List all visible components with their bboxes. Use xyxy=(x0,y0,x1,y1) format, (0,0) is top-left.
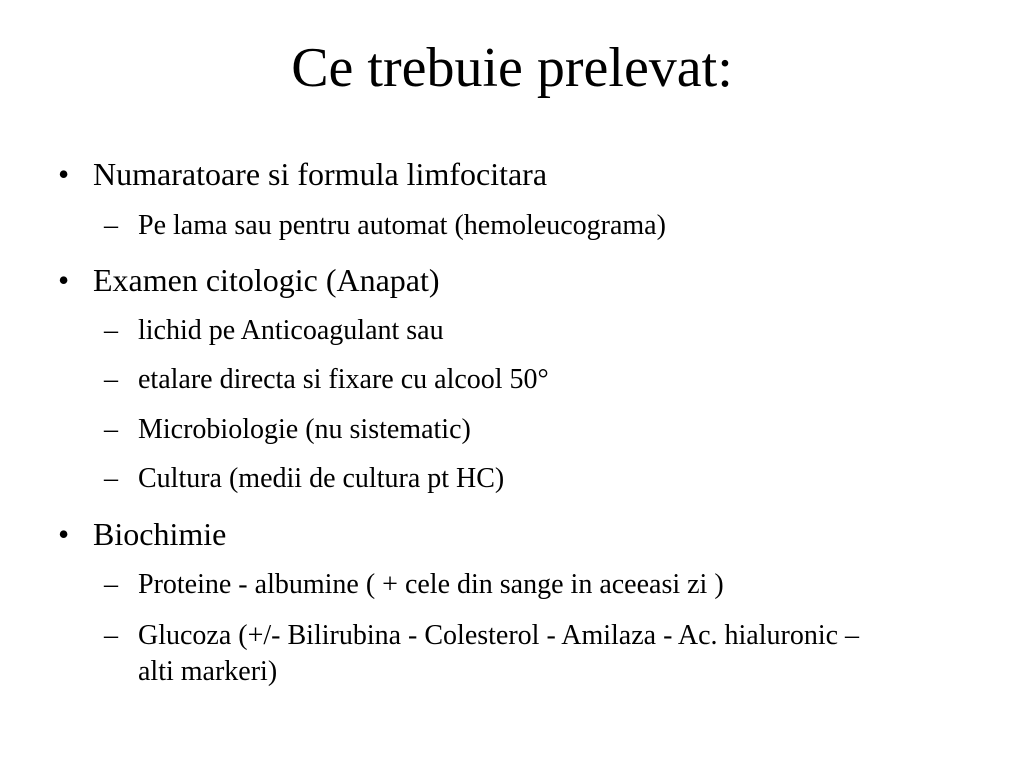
bullet-text: Biochimie xyxy=(93,516,227,552)
sub-bullet-marker: – xyxy=(104,414,118,445)
sub-bullet-text: Glucoza (+/- Bilirubina - Colesterol - Amilaza - Ac. hialuronic – alti markeri) xyxy=(138,620,860,687)
sub-bullet-text: Microbiologie (nu sistematic) xyxy=(138,414,471,445)
sub-bullet-text: etalare directa si fixare cu alcool 50° xyxy=(138,364,549,395)
bullet-text: Numaratoare si formula limfocitara xyxy=(93,156,548,192)
sub-bullet-text: Proteine - albumine ( + cele din sange in aceeasi zi ) xyxy=(138,569,724,600)
sub-bullet-text: lichid pe Anticoagulant sau xyxy=(138,315,444,346)
bullet-text: Examen citologic (Anapat) xyxy=(93,262,440,298)
bullet-marker: • xyxy=(58,156,70,192)
sub-bullet-marker: – xyxy=(104,315,118,346)
bullet-marker: • xyxy=(58,262,70,298)
bullet-marker: • xyxy=(58,516,70,552)
sub-bullet-text: Pe lama sau pentru automat (hemoleucograma) xyxy=(138,210,666,241)
sub-bullet-marker: – xyxy=(104,569,118,600)
slide-title: Ce trebuie prelevat: xyxy=(291,37,733,99)
sub-bullet-marker: – xyxy=(104,364,118,395)
sub-bullet-marker: – xyxy=(104,620,118,651)
sub-bullet-marker: – xyxy=(104,463,118,494)
sub-bullet-marker: – xyxy=(104,210,118,241)
sub-bullet-text: Cultura (medii de cultura pt HC) xyxy=(138,463,505,494)
